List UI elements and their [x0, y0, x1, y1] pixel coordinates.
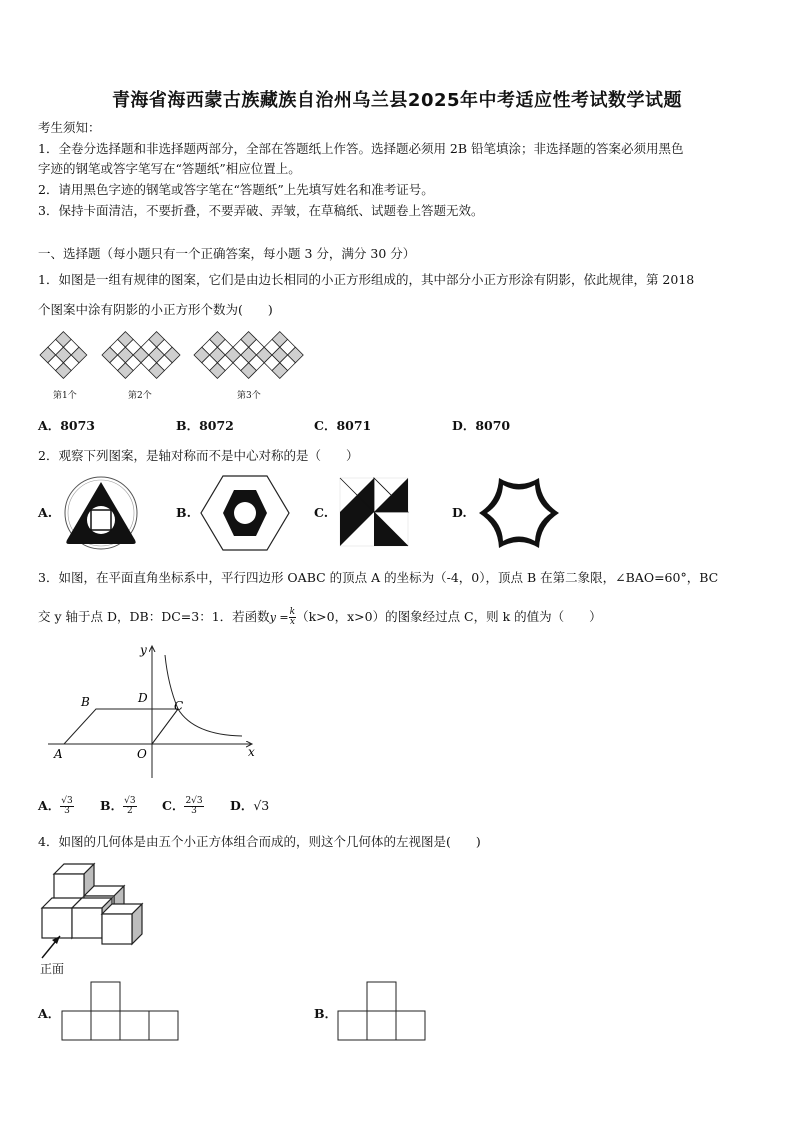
- q2-text: 2．观察下列图案，是轴对称而不是中心对称的是（ ）: [38, 448, 359, 463]
- q3-point-c-label: C: [174, 699, 184, 713]
- q1-option-b[interactable]: B．8072: [176, 418, 234, 433]
- notice-heading: 考生须知：: [38, 120, 101, 135]
- q1-caption-2: 第2个: [128, 391, 152, 401]
- q2-figure-b: [200, 474, 290, 552]
- q2-figure-a: [62, 474, 140, 552]
- q3-point-b-label: B: [81, 695, 90, 709]
- q3-axis-y-label: y: [140, 643, 147, 657]
- q4-option-a-view: [62, 980, 180, 1040]
- q3-point-a-label: A: [54, 747, 63, 761]
- q3-func-numerator: k: [289, 607, 296, 617]
- q2-option-c-label[interactable]: C.: [314, 505, 329, 520]
- q2-option-a-label[interactable]: A.: [38, 505, 53, 520]
- q1-option-c[interactable]: C．8071: [314, 418, 372, 433]
- q2-figure-d: [478, 474, 560, 552]
- notice-line-3: 3．保持卡面清洁，不要折叠，不要弄破、弄皱，在草稿纸、试题卷上答题无效。: [38, 203, 484, 218]
- q4-text: 4．如图的几何体是由五个小正方体组合而成的，则这个几何体的左视图是( ): [38, 834, 481, 849]
- q1-pattern-figures: [36, 330, 316, 390]
- q3-func-y: y =: [269, 611, 289, 624]
- q3-line-1: 3．如图，在平面直角坐标系中，平行四边形 OABC 的顶点 A 的坐标为（-4，0），顶点 B 在第二象限，∠BAO=60°，BC: [38, 570, 719, 585]
- notice-line-1a: 1．全卷分选择题和非选择题两部分，全部在答题纸上作答。选择题必须用 2B 铅笔填涂；非选择题的答案必须用黑色: [38, 141, 684, 156]
- q4-option-b-view: [338, 982, 428, 1042]
- q3-option-c[interactable]: C． $\frac{2√3}{3}$: [162, 796, 203, 816]
- q3-point-d-label: D: [138, 691, 148, 705]
- q1-caption-3: 第3个: [237, 391, 261, 401]
- q3-line-2-end: （k>0，x>0）的图象经过点 C，则 k 的值为（ ）: [296, 609, 602, 624]
- cube-front-face: [42, 908, 72, 938]
- q3-axis-x-label: x: [248, 745, 255, 759]
- q3-line-2-start: 交 y 轴于点 D，DB：DC=3：1．若函数: [38, 609, 270, 624]
- q3-func-denominator: x: [289, 617, 295, 627]
- cube-front-face: [102, 914, 132, 944]
- q1-caption-1: 第1个: [53, 391, 77, 401]
- q4-option-a-label[interactable]: A．: [38, 1006, 61, 1021]
- q1-option-d[interactable]: D．8070: [452, 418, 511, 433]
- q3-option-a[interactable]: A． $\frac{√3}{3}$: [38, 796, 73, 816]
- q3-coordinate-graph: [44, 640, 264, 785]
- cube-front-face: [72, 908, 102, 938]
- q3-line-2: [38, 607, 602, 627]
- notice-line-2: 2．请用黑色字迹的钢笔或答字笔在“答题纸”上先填写姓名和准考证号。: [38, 182, 434, 197]
- q2-figure-c: [340, 478, 408, 546]
- q1-line-2: 个图案中涂有阴影的小正方形个数为( ): [38, 302, 273, 317]
- section-heading: 一、选择题（每小题只有一个正确答案，每小题 3 分，满分 30 分）: [38, 246, 416, 261]
- q2-option-d-label[interactable]: D.: [452, 505, 467, 520]
- q1-option-a[interactable]: A．8073: [38, 418, 95, 433]
- q3-origin-label: O: [137, 747, 147, 761]
- notice-line-1b: 字迹的钢笔或答字笔写在“答题纸”相应位置上。: [38, 161, 301, 176]
- q4-option-b-label[interactable]: B．: [314, 1006, 338, 1021]
- q3-option-b[interactable]: B． $\frac{√3}{2}$: [100, 796, 136, 816]
- q3-option-d[interactable]: D．√3: [230, 798, 270, 813]
- q4-front-label: 正面: [40, 962, 65, 976]
- q1-line-1: 1．如图是一组有规律的图案，它们是由边长相同的小正方形组成的，其中部分小正方形涂有阴影，依此规律，第 2018: [38, 272, 695, 287]
- page-title: 青海省海西蒙古族藏族自治州乌兰县2025年中考适应性考试数学试题: [111, 90, 683, 111]
- q2-option-b-label[interactable]: B.: [176, 505, 191, 520]
